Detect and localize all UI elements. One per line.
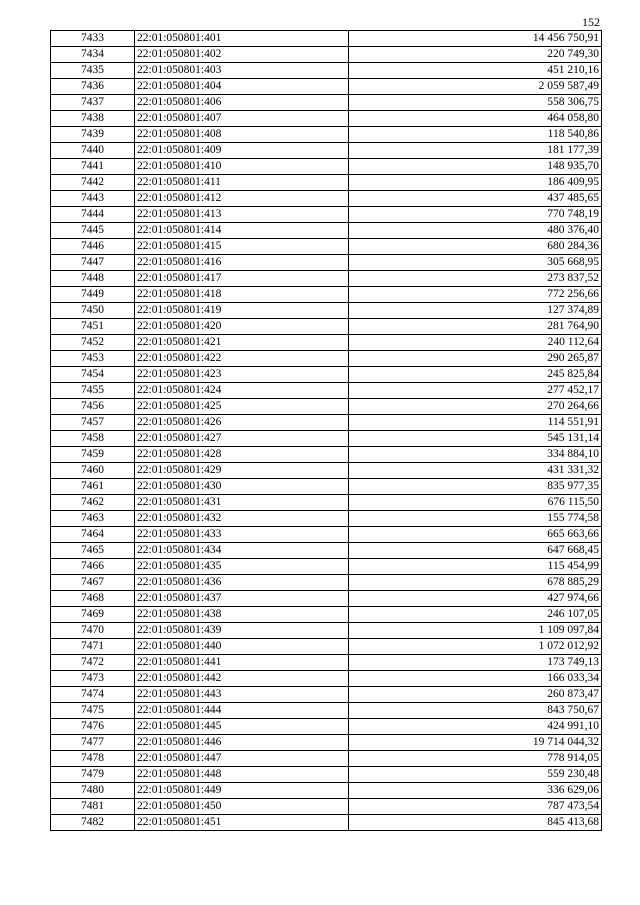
row-number-cell: 7473: [51, 671, 135, 687]
value-cell: 647 668,45: [349, 543, 602, 559]
row-number-cell: 7438: [51, 111, 135, 127]
row-number-cell: 7454: [51, 367, 135, 383]
cadastral-number-cell: 22:01:050801:430: [135, 479, 349, 495]
table-row: [51, 815, 602, 831]
cadastral-number-cell: 22:01:050801:434: [135, 543, 349, 559]
value-cell: 665 663,66: [349, 527, 602, 543]
table-row: [51, 783, 602, 799]
cadastral-number-cell: 22:01:050801:441: [135, 655, 349, 671]
row-number-cell: 7436: [51, 79, 135, 95]
table-row: [51, 367, 602, 383]
table-row: [51, 559, 602, 575]
cadastral-number-cell: 22:01:050801:450: [135, 799, 349, 815]
value-cell: 148 935,70: [349, 159, 602, 175]
cadastral-number-cell: 22:01:050801:420: [135, 319, 349, 335]
value-cell: 118 540,86: [349, 127, 602, 143]
value-cell: 770 748,19: [349, 207, 602, 223]
table-row: [51, 255, 602, 271]
cadastral-number-cell: 22:01:050801:426: [135, 415, 349, 431]
row-number-cell: 7476: [51, 719, 135, 735]
table-row: [51, 95, 602, 111]
cadastral-number-cell: 22:01:050801:402: [135, 47, 349, 63]
cadastral-number-cell: 22:01:050801:440: [135, 639, 349, 655]
row-number-cell: 7444: [51, 207, 135, 223]
value-cell: 260 873,47: [349, 687, 602, 703]
cadastral-number-cell: 22:01:050801:433: [135, 527, 349, 543]
value-cell: 173 749,13: [349, 655, 602, 671]
row-number-cell: 7479: [51, 767, 135, 783]
value-cell: 127 374,89: [349, 303, 602, 319]
table-row: [51, 591, 602, 607]
table-row: [51, 383, 602, 399]
table-row: [51, 207, 602, 223]
cadastral-number-cell: 22:01:050801:416: [135, 255, 349, 271]
value-cell: 220 749,30: [349, 47, 602, 63]
value-cell: 281 764,90: [349, 319, 602, 335]
cadastral-number-cell: 22:01:050801:443: [135, 687, 349, 703]
cadastral-number-cell: 22:01:050801:414: [135, 223, 349, 239]
value-cell: 559 230,48: [349, 767, 602, 783]
table-row: [51, 223, 602, 239]
row-number-cell: 7456: [51, 399, 135, 415]
cadastral-number-cell: 22:01:050801:412: [135, 191, 349, 207]
table-row: [51, 463, 602, 479]
value-cell: 334 884,10: [349, 447, 602, 463]
cadastral-number-cell: 22:01:050801:401: [135, 31, 349, 47]
cadastral-number-cell: 22:01:050801:419: [135, 303, 349, 319]
table-row: [51, 159, 602, 175]
cadastral-number-cell: 22:01:050801:442: [135, 671, 349, 687]
cadastral-number-cell: 22:01:050801:406: [135, 95, 349, 111]
row-number-cell: 7464: [51, 527, 135, 543]
row-number-cell: 7480: [51, 783, 135, 799]
value-cell: 114 551,91: [349, 415, 602, 431]
cadastral-number-cell: 22:01:050801:403: [135, 63, 349, 79]
table-row: [51, 575, 602, 591]
value-cell: 787 473,54: [349, 799, 602, 815]
table-row: [51, 799, 602, 815]
row-number-cell: 7461: [51, 479, 135, 495]
value-cell: 545 131,14: [349, 431, 602, 447]
table-row: [51, 431, 602, 447]
value-cell: 245 825,84: [349, 367, 602, 383]
table-row: [51, 543, 602, 559]
value-cell: 772 256,66: [349, 287, 602, 303]
row-number-cell: 7459: [51, 447, 135, 463]
row-number-cell: 7458: [51, 431, 135, 447]
table-row: [51, 143, 602, 159]
value-cell: 166 033,34: [349, 671, 602, 687]
row-number-cell: 7477: [51, 735, 135, 751]
row-number-cell: 7460: [51, 463, 135, 479]
cadastral-number-cell: 22:01:050801:413: [135, 207, 349, 223]
value-cell: 843 750,67: [349, 703, 602, 719]
table-row: [51, 175, 602, 191]
table-row: [51, 671, 602, 687]
value-cell: 437 485,65: [349, 191, 602, 207]
table-row: [51, 335, 602, 351]
cadastral-number-cell: 22:01:050801:435: [135, 559, 349, 575]
table-row: [51, 127, 602, 143]
row-number-cell: 7437: [51, 95, 135, 111]
table-row: [51, 527, 602, 543]
value-cell: 246 107,05: [349, 607, 602, 623]
value-cell: 778 914,05: [349, 751, 602, 767]
row-number-cell: 7445: [51, 223, 135, 239]
value-cell: 2 059 587,49: [349, 79, 602, 95]
value-cell: 676 115,50: [349, 495, 602, 511]
table-body: [51, 31, 602, 831]
table-row: [51, 351, 602, 367]
cadastral-number-cell: 22:01:050801:421: [135, 335, 349, 351]
value-cell: 273 837,52: [349, 271, 602, 287]
table-row: [51, 751, 602, 767]
cadastral-number-cell: 22:01:050801:422: [135, 351, 349, 367]
table-row: [51, 79, 602, 95]
value-cell: 464 058,80: [349, 111, 602, 127]
table-row: [51, 63, 602, 79]
table-row: [51, 623, 602, 639]
row-number-cell: 7475: [51, 703, 135, 719]
cadastral-number-cell: 22:01:050801:448: [135, 767, 349, 783]
value-cell: 480 376,40: [349, 223, 602, 239]
value-cell: 424 991,10: [349, 719, 602, 735]
cadastral-number-cell: 22:01:050801:411: [135, 175, 349, 191]
table-row: [51, 719, 602, 735]
table-row: [51, 495, 602, 511]
table-row: [51, 447, 602, 463]
cadastral-number-cell: 22:01:050801:432: [135, 511, 349, 527]
table-row: [51, 271, 602, 287]
value-cell: 14 456 750,91: [349, 31, 602, 47]
cadastral-number-cell: 22:01:050801:428: [135, 447, 349, 463]
table-row: [51, 607, 602, 623]
value-cell: 270 264,66: [349, 399, 602, 415]
row-number-cell: 7481: [51, 799, 135, 815]
row-number-cell: 7446: [51, 239, 135, 255]
table-row: [51, 191, 602, 207]
row-number-cell: 7471: [51, 639, 135, 655]
cadastral-number-cell: 22:01:050801:437: [135, 591, 349, 607]
cadastral-number-cell: 22:01:050801:424: [135, 383, 349, 399]
value-cell: 845 413,68: [349, 815, 602, 831]
row-number-cell: 7440: [51, 143, 135, 159]
value-cell: 427 974,66: [349, 591, 602, 607]
value-cell: 277 452,17: [349, 383, 602, 399]
value-cell: 431 331,32: [349, 463, 602, 479]
cadastral-number-cell: 22:01:050801:445: [135, 719, 349, 735]
table-row: [51, 303, 602, 319]
row-number-cell: 7469: [51, 607, 135, 623]
value-cell: 336 629,06: [349, 783, 602, 799]
row-number-cell: 7434: [51, 47, 135, 63]
table-row: [51, 319, 602, 335]
cadastral-number-cell: 22:01:050801:449: [135, 783, 349, 799]
value-cell: 451 210,16: [349, 63, 602, 79]
row-number-cell: 7441: [51, 159, 135, 175]
cadastral-number-cell: 22:01:050801:404: [135, 79, 349, 95]
cadastral-number-cell: 22:01:050801:427: [135, 431, 349, 447]
cadastral-number-cell: 22:01:050801:439: [135, 623, 349, 639]
cadastral-number-cell: 22:01:050801:444: [135, 703, 349, 719]
row-number-cell: 7447: [51, 255, 135, 271]
value-cell: 1 109 097,84: [349, 623, 602, 639]
value-cell: 181 177,39: [349, 143, 602, 159]
table-row: [51, 31, 602, 47]
cadastral-number-cell: 22:01:050801:409: [135, 143, 349, 159]
table-row: [51, 735, 602, 751]
page-number: 152: [582, 15, 600, 29]
value-cell: 1 072 012,92: [349, 639, 602, 655]
row-number-cell: 7472: [51, 655, 135, 671]
table-row: [51, 415, 602, 431]
table-row: [51, 479, 602, 495]
table-row: [51, 111, 602, 127]
data-table: [50, 30, 602, 831]
cadastral-number-cell: 22:01:050801:418: [135, 287, 349, 303]
row-number-cell: 7451: [51, 319, 135, 335]
row-number-cell: 7435: [51, 63, 135, 79]
value-cell: 19 714 044,32: [349, 735, 602, 751]
cadastral-number-cell: 22:01:050801:447: [135, 751, 349, 767]
cadastral-number-cell: 22:01:050801:431: [135, 495, 349, 511]
row-number-cell: 7466: [51, 559, 135, 575]
row-number-cell: 7462: [51, 495, 135, 511]
table-row: [51, 239, 602, 255]
row-number-cell: 7453: [51, 351, 135, 367]
cadastral-number-cell: 22:01:050801:423: [135, 367, 349, 383]
cadastral-number-cell: 22:01:050801:425: [135, 399, 349, 415]
row-number-cell: 7457: [51, 415, 135, 431]
cadastral-number-cell: 22:01:050801:410: [135, 159, 349, 175]
table-row: [51, 47, 602, 63]
table-row: [51, 639, 602, 655]
table-row: [51, 511, 602, 527]
value-cell: 835 977,35: [349, 479, 602, 495]
cadastral-number-cell: 22:01:050801:438: [135, 607, 349, 623]
row-number-cell: 7468: [51, 591, 135, 607]
row-number-cell: 7455: [51, 383, 135, 399]
value-cell: 680 284,36: [349, 239, 602, 255]
table-row: [51, 687, 602, 703]
row-number-cell: 7482: [51, 815, 135, 831]
cadastral-number-cell: 22:01:050801:451: [135, 815, 349, 831]
cadastral-number-cell: 22:01:050801:415: [135, 239, 349, 255]
row-number-cell: 7465: [51, 543, 135, 559]
row-number-cell: 7442: [51, 175, 135, 191]
table-row: [51, 655, 602, 671]
row-number-cell: 7474: [51, 687, 135, 703]
value-cell: 240 112,64: [349, 335, 602, 351]
row-number-cell: 7452: [51, 335, 135, 351]
row-number-cell: 7439: [51, 127, 135, 143]
table-row: [51, 287, 602, 303]
row-number-cell: 7463: [51, 511, 135, 527]
row-number-cell: 7433: [51, 31, 135, 47]
cadastral-number-cell: 22:01:050801:446: [135, 735, 349, 751]
row-number-cell: 7450: [51, 303, 135, 319]
cadastral-number-cell: 22:01:050801:407: [135, 111, 349, 127]
cadastral-number-cell: 22:01:050801:417: [135, 271, 349, 287]
value-cell: 305 668,95: [349, 255, 602, 271]
cadastral-number-cell: 22:01:050801:408: [135, 127, 349, 143]
row-number-cell: 7443: [51, 191, 135, 207]
row-number-cell: 7448: [51, 271, 135, 287]
value-cell: 115 454,99: [349, 559, 602, 575]
table-row: [51, 399, 602, 415]
table-row: [51, 703, 602, 719]
row-number-cell: 7478: [51, 751, 135, 767]
value-cell: 155 774,58: [349, 511, 602, 527]
value-cell: 678 885,29: [349, 575, 602, 591]
value-cell: 186 409,95: [349, 175, 602, 191]
row-number-cell: 7467: [51, 575, 135, 591]
row-number-cell: 7470: [51, 623, 135, 639]
cadastral-number-cell: 22:01:050801:436: [135, 575, 349, 591]
value-cell: 290 265,87: [349, 351, 602, 367]
value-cell: 558 306,75: [349, 95, 602, 111]
cadastral-number-cell: 22:01:050801:429: [135, 463, 349, 479]
row-number-cell: 7449: [51, 287, 135, 303]
table-row: [51, 767, 602, 783]
